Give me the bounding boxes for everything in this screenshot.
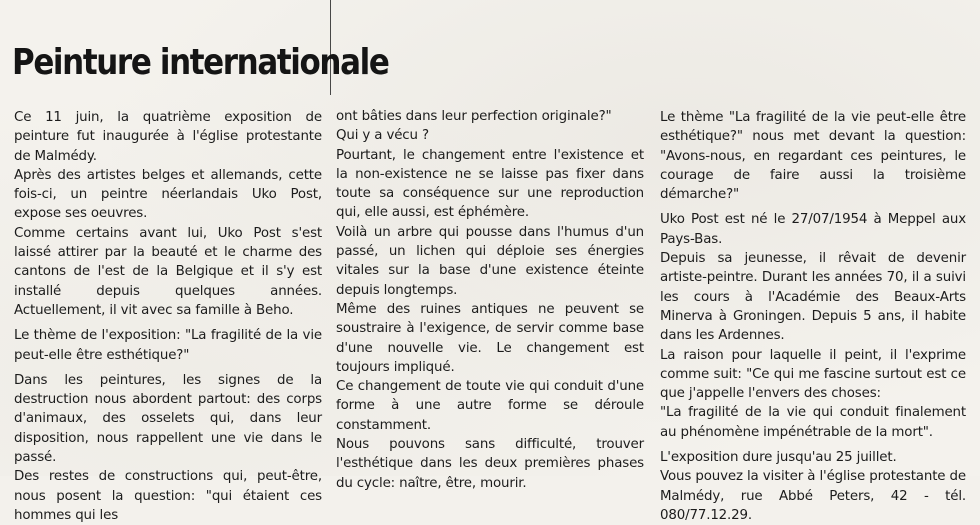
paragraph: Dans les peintures, les signes de la destruction nous abordent partout: des corps d'animaux, des osselets qui, dans leur disposition, nous rappellent une vie dans le passé. — [14, 372, 322, 466]
article-column-2 — [336, 107, 644, 493]
paragraph: Uko Post est né le 27/07/1954 à Meppel aux Pays-Bas. — [660, 212, 966, 247]
paragraph: Même des ruines antiques ne peuvent se soustraire à l'exigence, de servir comme base d'une nouvelle vie. Le changement est toujours impliqué. — [336, 301, 644, 375]
article-column-1 — [14, 108, 322, 525]
paragraph: Ce changement de toute vie qui conduit d'une forme à une autre forme se déroule constamment. — [336, 379, 644, 433]
paragraph: ont bâties dans leur perfection originale?" — [336, 109, 612, 124]
paragraph: Pourtant, le changement entre l'existence et la non-existence ne se laisse pas fixer dans toute sa conséquence sur une reproduction qui, elle aussi, est éphémère. — [336, 147, 644, 221]
paragraph: Nous pouvons sans difficulté, trouver l'esthétique dans les deux premières phases du cycle: naître, être, mourir. — [336, 437, 644, 491]
paragraph: L'exposition dure jusqu'au 25 juillet. — [660, 450, 897, 466]
paragraph: Depuis sa jeunesse, il rêvait de devenir artiste-peintre. Durant les années 70, il a suivi les cours à l'Académie des Beaux-Arts Minerva à Groningen. Depuis 5 ans, il habite dans les Ardennes. — [660, 251, 966, 344]
paragraph: "La fragilité de la vie qui conduit finalement au phénomène impénétrable de la mort". — [660, 405, 966, 440]
paragraph: Le thème "La fragilité de la vie peut-elle être esthétique?" nous met devant la question: "Avons-nous, en regardant ces peintures, le courage de faire aussi la troisième démarche?" — [660, 110, 966, 203]
paragraph: La raison pour laquelle il peint, il l'exprime comme suit: "Ce qui me fascine surtout est ce que j'appelle l'envers des choses: — [660, 347, 966, 402]
paragraph: Vous pouvez la visiter à l'église protestante de Malmédy, rue Abbé Peters, 42 - tél. 080/77.12.29. — [660, 469, 966, 523]
paragraph: Des restes de constructions qui, peut-être, nous posent la question: "qui étaient ces hommes qui les — [14, 469, 322, 523]
paragraph: Comme certains avant lui, Uko Post s'est laissé attirer par la beauté et le charme des cantons de l'est de la Belgique et il s'y est installé depuis quelques années. Actuellement, il vit avec sa famille à Beho. — [14, 225, 322, 318]
paragraph: Le thème de l'exposition: "La fragilité de la vie peut-elle être esthétique?" — [14, 328, 322, 363]
paragraph: Après des artistes belges et allemands, cette fois-ci, un peintre néerlandais Uko Post, expose ses oeuvres. — [14, 167, 322, 222]
article-headline: Peinture internationale — [12, 42, 389, 83]
article-column-3 — [660, 108, 966, 525]
paragraph: Qui y a vécu ? — [336, 128, 429, 144]
paragraph: Ce 11 juin, la quatrième exposition de peinture fut inaugurée à l'église protestante de Malmédy. — [14, 110, 322, 164]
paragraph: Voilà un arbre qui pousse dans l'humus d'un passé, un lichen qui déploie ses énergies vitales sur la base d'une existence éteinte depuis longtemps. — [336, 224, 644, 298]
